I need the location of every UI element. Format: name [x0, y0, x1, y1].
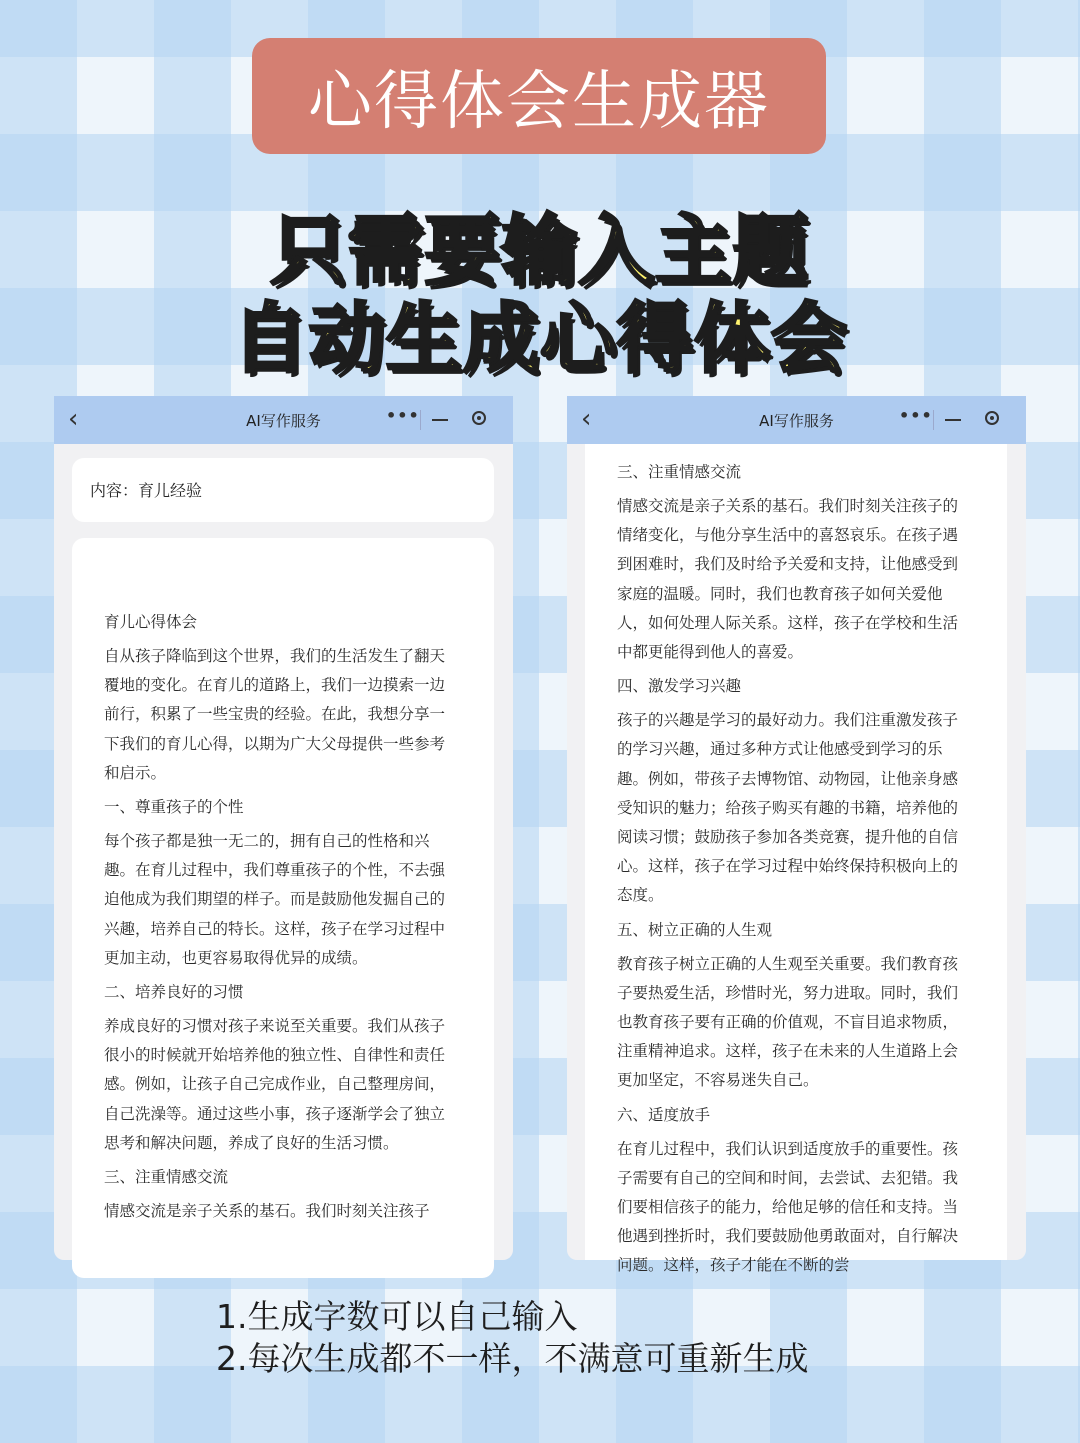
- feature-note-1: 1.生成字数可以自己输入: [216, 1297, 578, 1336]
- minimize-icon[interactable]: [432, 419, 448, 421]
- section-text: 每个孩子都是独一无二的，拥有自己的性格和兴趣。在育儿过程中，我们尊重孩子的个性，不去强迫他成为我们期望的样子。而是鼓励他发掘自己的兴趣，培养自己的特长。这样，孩子在学习过程中更加主动，也更容易取得优异的成绩。: [104, 832, 446, 967]
- essay-title: 育儿心得体会: [104, 613, 198, 631]
- section-text: 情感交流是亲子关系的基石。我们时刻关注孩子的情绪变化，与他分享生活中的喜怒哀乐。在孩子遇到困难时，我们及时给予关爱和支持，让他感受到家庭的温暖。同时，我们也教育孩子如何关爱他人，如何处理人际关系。这样，孩子在学校和生活中都更能得到他人的喜爱。: [617, 497, 959, 662]
- nav-bar: [567, 396, 1026, 444]
- more-icon[interactable]: •••: [899, 406, 933, 425]
- banner-title: 心得体会生成器: [308, 65, 770, 139]
- phone-screen-left: [54, 396, 513, 1260]
- feature-note-2: 2.每次生成都不一样，不满意可重新生成: [216, 1339, 809, 1378]
- section-heading: 一、尊重孩子的个性: [104, 798, 244, 817]
- close-icon[interactable]: [472, 411, 486, 425]
- divider: [420, 410, 421, 430]
- essay-intro: 自从孩子降临到这个世界，我们的生活发生了翻天覆地的变化。在育儿的道路上，我们一边摸索一边前行，积累了一些宝贵的经验。在此，我想分享一下我们的育儿心得，以期为广大父母提供一些参考和启示。: [104, 647, 446, 782]
- topic-input-value: 内容：育儿经验: [90, 481, 203, 500]
- section-heading: 三、注重情感交流: [104, 1168, 229, 1187]
- headline-line-2: 自动生成心得体会: [232, 294, 848, 383]
- section-text: 教育孩子树立正确的人生观至关重要。我们教育孩子要热爱生活，珍惜时光，努力进取。同时，我们也教育孩子要有正确的价值观，不盲目追求物质，注重精神追求。这样，孩子在未来的人生道路上会更加坚定，不容易迷失自己。: [617, 954, 959, 1090]
- section-heading: 六、适度放手: [617, 1105, 711, 1124]
- close-icon[interactable]: [985, 411, 999, 425]
- back-icon[interactable]: ‹: [68, 404, 79, 434]
- topic-input[interactable]: [72, 458, 494, 522]
- phone-screen-right: [567, 396, 1026, 1275]
- section-text: 在育儿过程中，我们认识到适度放手的重要性。孩子需要有自己的空间和时间，去尝试、去犯错。我们要相信孩子的能力，给他足够的信任和支持。当他遇到挫折时，我们要鼓励他勇敢面对，自行解决问题。这样，孩子才能在不断的尝: [617, 1139, 959, 1275]
- more-icon[interactable]: •••: [386, 406, 420, 425]
- nav-title: AI写作服务: [759, 412, 834, 430]
- generated-content: [585, 444, 1007, 1275]
- divider: [933, 410, 934, 430]
- section-text: 情感交流是亲子关系的基石。我们时刻关注孩子: [104, 1202, 430, 1221]
- section-heading: 五、树立正确的人生观: [617, 920, 773, 939]
- section-heading: 三、注重情感交流: [617, 463, 742, 481]
- section-text: 养成良好的习惯对孩子来说至关重要。我们从孩子很小的时候就开始培养他的独立性、自律性和责任感。例如，让孩子自己完成作业，自己整理房间，自己洗澡等。通过这些小事，孩子逐渐学会了独立思考和解决问题，养成了良好的生活习惯。: [104, 1017, 446, 1152]
- title-banner: [252, 38, 826, 154]
- generated-content: [72, 538, 494, 1278]
- nav-bar: [54, 396, 513, 444]
- headline-line-1: 只需要输入主题: [270, 206, 810, 295]
- section-heading: 二、培养良好的习惯: [104, 983, 244, 1002]
- minimize-icon[interactable]: [945, 419, 961, 421]
- back-icon[interactable]: ‹: [581, 404, 592, 434]
- section-heading: 四、激发学习兴趣: [617, 677, 742, 696]
- nav-title: AI写作服务: [246, 412, 321, 430]
- feature-notes: [216, 1296, 809, 1380]
- section-text: 孩子的兴趣是学习的最好动力。我们注重激发孩子的学习兴趣，通过多种方式让他感受到学习的乐趣。例如，带孩子去博物馆、动物园，让他亲身感受知识的魅力；给孩子购买有趣的书籍，培养他的阅读习惯；鼓励孩子参加各类竞赛，提升他的自信心。这样，孩子在学习过程中始终保持积极向上的态度。: [617, 711, 959, 905]
